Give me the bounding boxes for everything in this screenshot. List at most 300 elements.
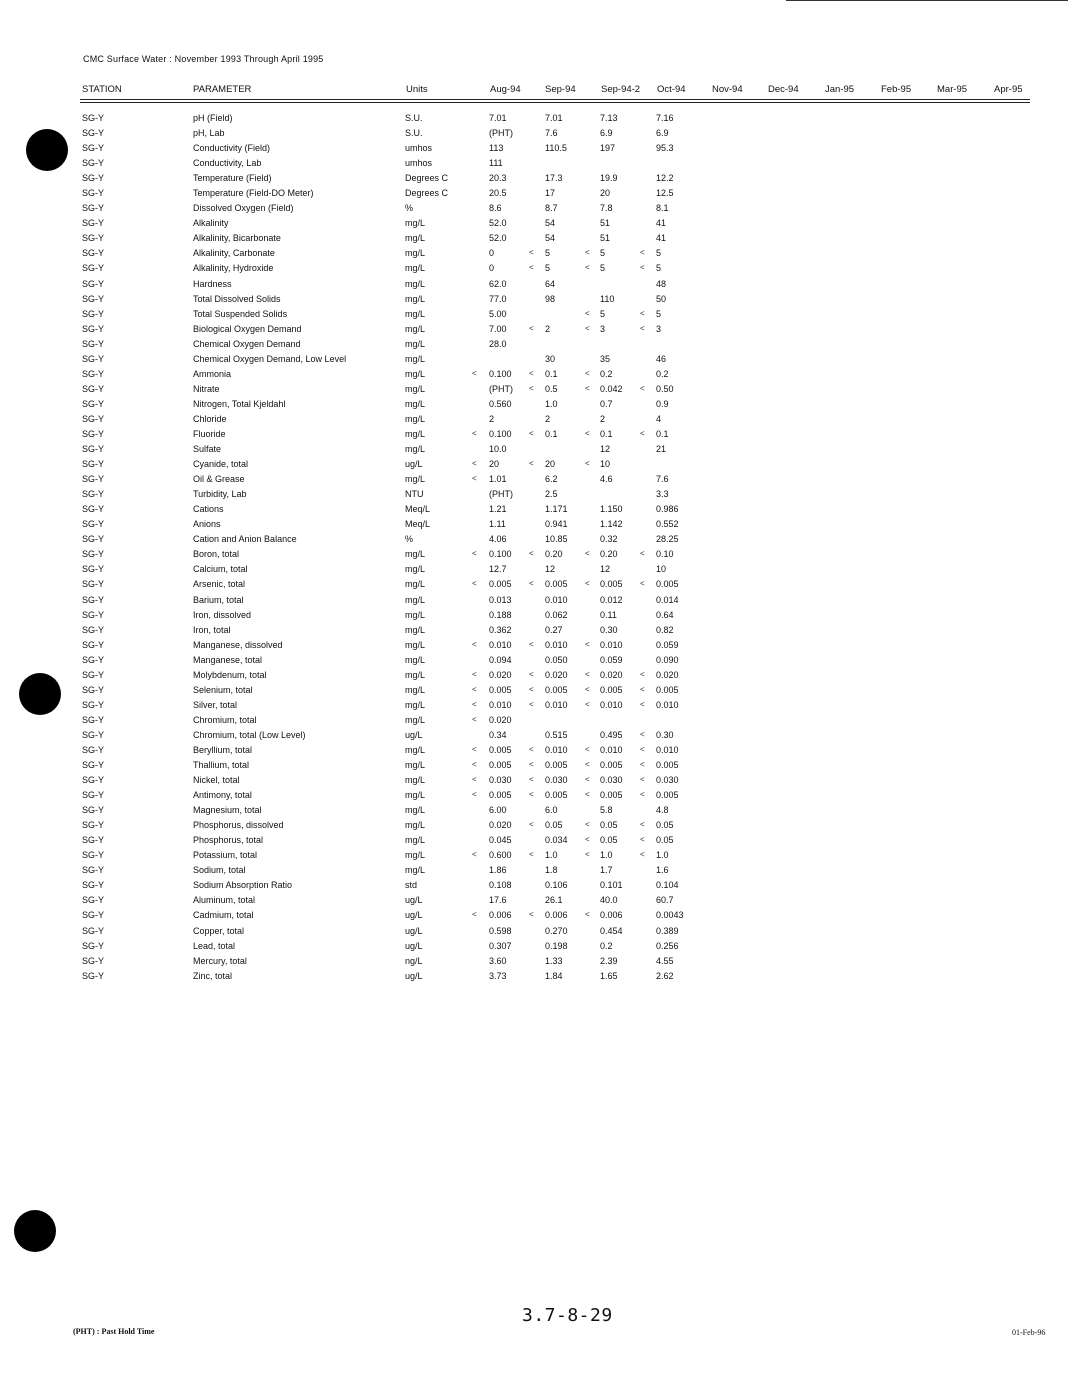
qualifier: < [472, 684, 477, 694]
cell-value: 40.0 [600, 895, 618, 906]
cell-units: mg/L [405, 293, 426, 304]
cell-station: SG-Y [82, 955, 105, 966]
cell-parameter: Calcium, total [193, 564, 248, 575]
qualifier: < [472, 699, 477, 709]
table-row [0, 384, 1068, 399]
qualifier: < [529, 579, 534, 589]
qualifier: < [585, 760, 590, 770]
cell-value: 28.25 [656, 534, 679, 545]
cell-value: 0.010 [600, 639, 623, 650]
table-body [0, 113, 1068, 986]
qualifier: < [640, 669, 645, 679]
qualifier: < [472, 474, 477, 484]
cell-value: 3.3 [656, 489, 669, 500]
table-row [0, 309, 1068, 324]
table-row [0, 218, 1068, 233]
cell-parameter: Lead, total [193, 940, 236, 951]
cell-units: mg/L [405, 383, 426, 394]
cell-units: ug/L [405, 940, 423, 951]
cell-value: 0.005 [656, 579, 679, 590]
cell-station: SG-Y [82, 398, 105, 409]
qualifier: < [529, 248, 534, 258]
table-row [0, 760, 1068, 775]
cell-value: 1.0 [600, 850, 613, 861]
qualifier: < [529, 684, 534, 694]
cell-value: 6.0 [545, 805, 558, 816]
cell-value: 20 [600, 188, 611, 199]
cell-parameter: Chromium, total [193, 714, 257, 725]
qualifier: < [585, 820, 590, 830]
table-row [0, 233, 1068, 248]
qualifier: < [640, 323, 645, 333]
cell-value: 77.0 [489, 293, 507, 304]
cell-value: 5.00 [489, 308, 507, 319]
cell-value: 2 [545, 323, 551, 334]
cell-units: ug/L [405, 910, 423, 921]
cell-units: mg/L [405, 338, 426, 349]
qualifier: < [529, 760, 534, 770]
cell-value: (PHT) [489, 383, 513, 394]
cell-value: 12.2 [656, 173, 674, 184]
qualifier: < [472, 459, 477, 469]
document-title: CMC Surface Water : November 1993 Through April 1995 [83, 54, 324, 64]
cell-value: (PHT) [489, 489, 513, 500]
cell-units: ug/L [405, 925, 423, 936]
table-row [0, 474, 1068, 489]
cell-value: 0.020 [545, 669, 568, 680]
cell-units: mg/L [405, 398, 426, 409]
cell-value: 0.20 [545, 549, 563, 560]
cell-value: 60.7 [656, 895, 674, 906]
cell-parameter: Chromium, total (Low Level) [193, 729, 306, 740]
cell-value: 110.5 [545, 143, 567, 154]
table-row [0, 203, 1068, 218]
qualifier: < [640, 775, 645, 785]
table-row [0, 820, 1068, 835]
qualifier: < [529, 850, 534, 860]
cell-station: SG-Y [82, 218, 105, 229]
cell-value: 7.16 [656, 113, 674, 123]
cell-units: mg/L [405, 474, 426, 485]
cell-value: 5 [600, 248, 606, 259]
cell-parameter: Manganese, total [193, 654, 263, 665]
cell-value: 0.30 [600, 624, 618, 635]
cell-value: 0.188 [489, 609, 512, 620]
cell-value: 0.7 [600, 398, 613, 409]
qualifier: < [529, 775, 534, 785]
cell-station: SG-Y [82, 338, 105, 349]
cell-units: mg/L [405, 218, 426, 229]
cell-value: 1.6 [656, 865, 669, 876]
cell-value: 0.10 [656, 549, 674, 560]
binder-hole-icon [14, 1210, 56, 1252]
table-row [0, 971, 1068, 986]
table-row [0, 610, 1068, 625]
cell-value: 0.005 [656, 760, 679, 771]
column-header-month: Dec-94 [768, 84, 799, 95]
qualifier: < [640, 308, 645, 318]
cell-station: SG-Y [82, 444, 105, 455]
cell-value: 5 [656, 248, 662, 259]
cell-parameter: pH, Lab [193, 128, 225, 139]
cell-parameter: Boron, total [193, 549, 240, 560]
cell-value: 8.7 [545, 203, 558, 214]
qualifier: < [585, 669, 590, 679]
cell-value: 0.020 [489, 669, 512, 680]
cell-value: 0.82 [656, 624, 674, 635]
cell-units: mg/L [405, 790, 426, 801]
cell-value: 0.100 [489, 549, 512, 560]
cell-units: mg/L [405, 805, 426, 816]
cell-units: mg/L [405, 654, 426, 665]
cell-value: 20 [545, 459, 556, 470]
page-number: 3.7-8-29 [522, 1305, 613, 1326]
cell-value: 2.5 [545, 489, 558, 500]
cell-value: 0.600 [489, 850, 512, 861]
cell-value: 6.9 [600, 128, 613, 139]
qualifier: < [585, 549, 590, 559]
cell-value: 0.11 [600, 609, 617, 620]
cell-value: 5 [600, 308, 606, 319]
cell-value: 1.0 [656, 850, 669, 861]
cell-value: 5 [600, 263, 606, 274]
cell-station: SG-Y [82, 188, 105, 199]
cell-units: Degrees C [405, 173, 449, 184]
table-row [0, 790, 1068, 805]
qualifier: < [640, 428, 645, 438]
table-row [0, 805, 1068, 820]
table-row [0, 910, 1068, 925]
cell-parameter: Antimony, total [193, 790, 252, 801]
cell-station: SG-Y [82, 278, 105, 289]
cell-units: mg/L [405, 744, 426, 755]
qualifier: < [472, 790, 477, 800]
cell-units: mg/L [405, 684, 426, 695]
cell-units: Meq/L [405, 504, 431, 515]
cell-value: 0.389 [656, 925, 679, 936]
cell-value: 1.65 [600, 970, 618, 981]
cell-value: 0.010 [545, 699, 568, 710]
qualifier: < [529, 910, 534, 920]
table-row [0, 880, 1068, 895]
cell-parameter: Alkalinity, Hydroxide [193, 263, 274, 274]
cell-value: 0.010 [656, 699, 679, 710]
cell-value: 0.104 [656, 880, 679, 891]
cell-units: % [405, 203, 414, 214]
table-row [0, 595, 1068, 610]
table-row [0, 459, 1068, 474]
cell-value: 51 [600, 233, 611, 244]
qualifier: < [585, 790, 590, 800]
cell-parameter: Magnesium, total [193, 805, 262, 816]
cell-station: SG-Y [82, 699, 105, 710]
qualifier: < [585, 639, 590, 649]
cell-value: 0.005 [489, 790, 512, 801]
cell-station: SG-Y [82, 428, 105, 439]
cell-parameter: Chemical Oxygen Demand, Low Level [193, 353, 347, 364]
cell-parameter: Selenium, total [193, 684, 253, 695]
qualifier: < [529, 699, 534, 709]
cell-value: 4.8 [656, 805, 669, 816]
qualifier: < [529, 790, 534, 800]
table-row [0, 850, 1068, 865]
qualifier: < [472, 579, 477, 589]
print-date: 01-Feb-96 [1012, 1328, 1046, 1337]
cell-units: umhos [405, 158, 433, 169]
cell-value: 0.030 [600, 775, 623, 786]
cell-value: 17.3 [545, 173, 563, 184]
cell-value: 3 [656, 323, 662, 334]
cell-value: 0.005 [600, 579, 623, 590]
qualifier: < [529, 639, 534, 649]
cell-parameter: Fluoride [193, 428, 226, 439]
cell-parameter: Phosphorus, total [193, 835, 264, 846]
cell-value: 2.39 [600, 955, 618, 966]
cell-parameter: Temperature (Field) [193, 173, 272, 184]
cell-parameter: Dissolved Oxygen (Field) [193, 203, 294, 214]
table-row [0, 143, 1068, 158]
cell-value: 1.21 [489, 504, 507, 515]
cell-value: 20.3 [489, 173, 507, 184]
cell-value: 0.020 [600, 669, 623, 680]
cell-value: 0.9 [656, 398, 669, 409]
cell-value: 0.010 [489, 639, 512, 650]
table-row [0, 670, 1068, 685]
cell-parameter: Temperature (Field-DO Meter) [193, 188, 314, 199]
cell-value: 0.005 [600, 790, 623, 801]
table-row [0, 504, 1068, 519]
qualifier: < [640, 835, 645, 845]
qualifier: < [585, 428, 590, 438]
cell-value: 0.307 [489, 940, 512, 951]
cell-station: SG-Y [82, 775, 105, 786]
cell-station: SG-Y [82, 113, 105, 123]
qualifier: < [585, 699, 590, 709]
cell-station: SG-Y [82, 609, 105, 620]
cell-units: mg/L [405, 549, 426, 560]
cell-value: 10.0 [489, 444, 507, 455]
cell-value: 5.8 [600, 805, 613, 816]
column-header-month: Oct-94 [657, 84, 686, 95]
cell-value: 0.454 [600, 925, 623, 936]
cell-value: 6.9 [656, 128, 669, 139]
cell-value: 21 [656, 444, 667, 455]
table-row [0, 730, 1068, 745]
cell-value: 0.2 [600, 368, 613, 379]
cell-value: 0.005 [489, 744, 512, 755]
cell-value: 62.0 [489, 278, 507, 289]
column-header-units: Units [406, 84, 428, 95]
qualifier: < [585, 323, 590, 333]
cell-units: S.U. [405, 113, 423, 123]
cell-value: 0.010 [545, 594, 568, 605]
cell-value: 6.2 [545, 474, 558, 485]
cell-value: 0.045 [489, 835, 512, 846]
cell-station: SG-Y [82, 383, 105, 394]
table-row [0, 113, 1068, 128]
cell-units: ug/L [405, 459, 423, 470]
cell-units: std [405, 880, 418, 891]
cell-station: SG-Y [82, 910, 105, 921]
table-row [0, 489, 1068, 504]
cell-value: 0.005 [545, 579, 568, 590]
cell-value: 8.1 [656, 203, 669, 214]
cell-value: 0.030 [489, 775, 512, 786]
qualifier: < [529, 368, 534, 378]
cell-value: 0.005 [489, 684, 512, 695]
cell-value: 0.005 [600, 760, 623, 771]
qualifier: < [472, 639, 477, 649]
cell-units: mg/L [405, 248, 426, 259]
cell-units: ug/L [405, 729, 423, 740]
cell-value: 46 [656, 353, 667, 364]
cell-value: 0.094 [489, 654, 512, 665]
cell-station: SG-Y [82, 639, 105, 650]
cell-value: 0.198 [545, 940, 568, 951]
cell-value: 41 [656, 218, 667, 229]
qualifier: < [585, 368, 590, 378]
cell-value: 0.05 [545, 820, 563, 831]
cell-units: ug/L [405, 970, 423, 981]
cell-value: 0.010 [545, 639, 568, 650]
cell-station: SG-Y [82, 158, 105, 169]
cell-station: SG-Y [82, 790, 105, 801]
cell-value: 0.020 [656, 669, 679, 680]
cell-station: SG-Y [82, 865, 105, 876]
cell-parameter: Conductivity, Lab [193, 158, 262, 169]
cell-station: SG-Y [82, 489, 105, 500]
cell-units: mg/L [405, 444, 426, 455]
qualifier: < [640, 729, 645, 739]
cell-parameter: Silver, total [193, 699, 238, 710]
cell-value: 0.34 [489, 729, 507, 740]
table-row [0, 339, 1068, 354]
cell-value: 0.941 [545, 519, 568, 530]
qualifier: < [640, 579, 645, 589]
cell-units: NTU [405, 489, 424, 500]
qualifier: < [529, 549, 534, 559]
cell-value: 1.171 [545, 504, 568, 515]
qualifier: < [472, 910, 477, 920]
cell-units: Meq/L [405, 519, 431, 530]
column-header-month: Feb-95 [881, 84, 912, 95]
cell-station: SG-Y [82, 173, 105, 184]
table-row [0, 941, 1068, 956]
cell-value: 20.5 [489, 188, 507, 199]
cell-station: SG-Y [82, 880, 105, 891]
cell-station: SG-Y [82, 940, 105, 951]
cell-station: SG-Y [82, 669, 105, 680]
cell-value: 3 [600, 323, 606, 334]
cell-units: ug/L [405, 895, 423, 906]
cell-value: 0.042 [600, 383, 623, 394]
qualifier: < [585, 263, 590, 273]
table-header [80, 84, 1030, 98]
cell-parameter: Thallium, total [193, 760, 250, 771]
cell-value: 0.05 [600, 835, 618, 846]
table-row [0, 700, 1068, 715]
cell-value: 7.01 [545, 113, 563, 123]
cell-value: 0.50 [656, 383, 674, 394]
cell-station: SG-Y [82, 413, 105, 424]
qualifier: < [640, 684, 645, 694]
cell-value: 113 [489, 143, 504, 154]
cell-value: 35 [600, 353, 611, 364]
cell-value: 7.00 [489, 323, 507, 334]
cell-parameter: Zinc, total [193, 970, 233, 981]
cell-value: 0.006 [489, 910, 512, 921]
qualifier: < [472, 549, 477, 559]
qualifier: < [640, 850, 645, 860]
top-edge-rule [786, 0, 1068, 1]
qualifier: < [585, 850, 590, 860]
cell-value: 0.27 [545, 624, 563, 635]
qualifier: < [529, 669, 534, 679]
cell-units: mg/L [405, 353, 426, 364]
table-row [0, 640, 1068, 655]
cell-value: 7.6 [656, 474, 669, 485]
cell-units: mg/L [405, 820, 426, 831]
qualifier: < [640, 699, 645, 709]
table-row [0, 579, 1068, 594]
cell-parameter: Ammonia [193, 368, 232, 379]
cell-parameter: Copper, total [193, 925, 245, 936]
cell-value: 4.06 [489, 534, 507, 545]
cell-units: mg/L [405, 308, 426, 319]
table-row [0, 324, 1068, 339]
qualifier: < [472, 775, 477, 785]
cell-value: 0.1 [600, 428, 613, 439]
cell-value: 17.6 [489, 895, 507, 906]
qualifier: < [585, 775, 590, 785]
cell-value: 2 [545, 413, 551, 424]
cell-parameter: Mercury, total [193, 955, 247, 966]
cell-parameter: pH (Field) [193, 113, 233, 123]
cell-units: S.U. [405, 128, 423, 139]
cell-station: SG-Y [82, 820, 105, 831]
cell-station: SG-Y [82, 308, 105, 319]
cell-value: 0.010 [545, 744, 568, 755]
cell-value: 1.84 [545, 970, 563, 981]
cell-value: 0.560 [489, 398, 512, 409]
cell-value: 12 [545, 564, 556, 575]
cell-value: 2.62 [656, 970, 674, 981]
cell-value: 48 [656, 278, 667, 289]
qualifier: < [472, 850, 477, 860]
cell-value: 7.8 [600, 203, 613, 214]
cell-value: 0.005 [600, 684, 623, 695]
table-row [0, 655, 1068, 670]
cell-value: 10 [656, 564, 667, 575]
cell-value: 0.256 [656, 940, 679, 951]
cell-value: 1.11 [489, 519, 506, 530]
qualifier: < [585, 383, 590, 393]
cell-parameter: Biological Oxygen Demand [193, 323, 302, 334]
column-header-month: Aug-94 [490, 84, 521, 95]
cell-value: 1.142 [600, 519, 623, 530]
qualifier: < [472, 669, 477, 679]
cell-value: 1.86 [489, 865, 507, 876]
cell-parameter: Manganese, dissolved [193, 639, 283, 650]
cell-station: SG-Y [82, 624, 105, 635]
cell-value: 0.005 [545, 790, 568, 801]
cell-value: 0.059 [600, 654, 623, 665]
cell-station: SG-Y [82, 519, 105, 530]
cell-station: SG-Y [82, 293, 105, 304]
cell-station: SG-Y [82, 925, 105, 936]
qualifier: < [640, 760, 645, 770]
cell-value: 1.8 [545, 865, 558, 876]
